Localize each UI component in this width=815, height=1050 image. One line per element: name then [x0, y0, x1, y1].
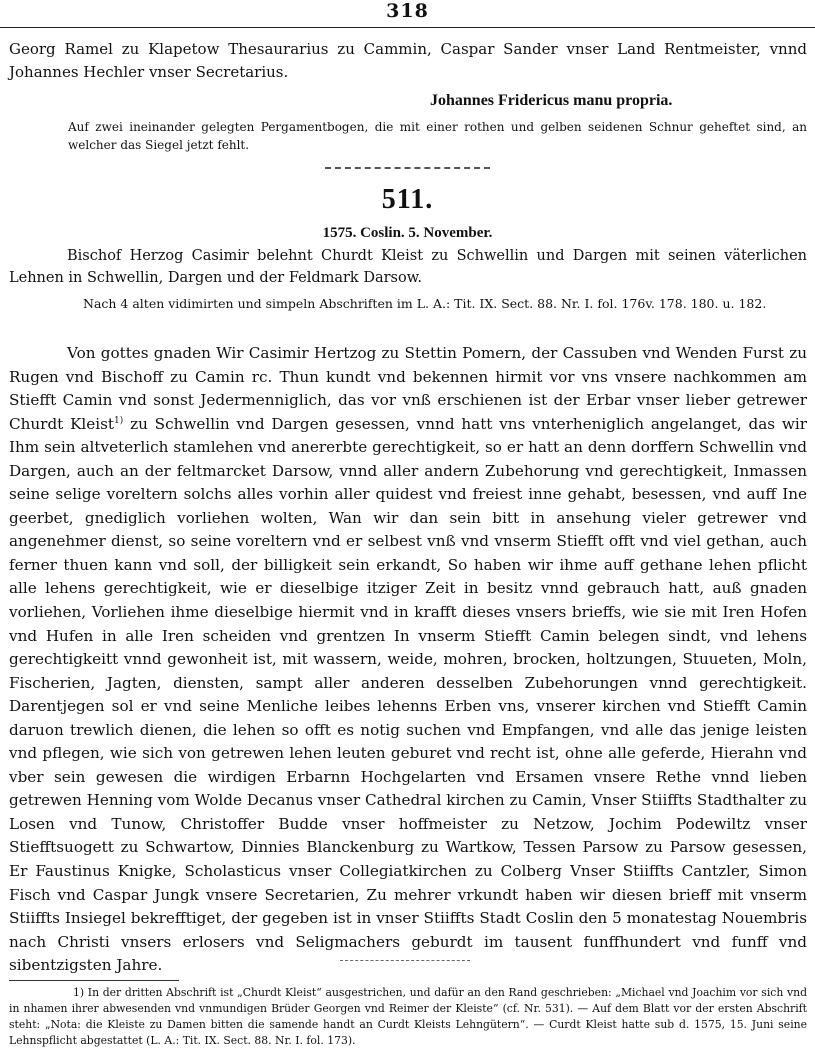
section-divider — [325, 167, 490, 169]
footnote-rule — [9, 980, 179, 981]
signature: Johannes Fridericus manu propria. — [430, 92, 673, 109]
document-number: 511. — [381, 184, 434, 215]
page-number: 318 — [386, 0, 429, 22]
body-text-part-2: zu Schwellin vnd Dargen gesessen, vnnd hatt vns vnterheniglich angelanget, das wir Ihm sein altveterlich stamlehen vnd anererbte gerechtigkeit, so er hatt an denn dorffern Schwellin vnd Dargen, auch an der feltmarcket Darsow, vnnd aller andern Zubehorung vnd gerechtigkeit, Inmassen seine selige voreltern solchs alles vorhin aller quidest vnd freiest inne gehabt, besessen, vnd auff Ine geerbet, gnediglich vorliehen wolten, Wan wir dan sein bitt in ansehung vieler getrewer vnd angenehmer dienst, so seine voreltern vnd er selbest vnß vnd vnserm Stiefft offt vnd viel gethan, auch ferner thuen kann vnd soll, der billigkeit sein erkandt, So haben wir ihme auff gethane lehen pflicht alle lehens gerechtigkeit, wie er dieselbige itziger Zeit in besitz vnnd gebrauch hatt, auß gnaden vorliehen, Vorliehen ihme dieselbige hiermit vnd in krafft dieses vnsers brieffs, wie sie mit Iren Hofen vnd Hufen in alle Iren scheiden vnd grentzen In vnserm Stiefft Camin belegen sindt, vnd lehens gerechtigkeitt vnnd gewonheit ist, mit wassern, weide, mohren, brocken, holtzungen, Stuueten, Moln, Fischerien, Jagten, diensten, sampt aller anderen desselben Zubehorungen vnnd gerechtigkeit. Darentjegen sol er vnd seine Menliche leibes lehenns Erben vns, vnserer kirchen vnd Stiefft Camin daruon trewlich dienen, die lehen so offt es notig suchen vnd Empfangen, vnd alle das jenige leisten vnd pflegen, wie sich von getrewen lehen leuten geburet vnd recht ist, ohne alle geferde, Hierahn vnd vber sein gewesen die wirdigen Erbarnn Hochgelarten vnd Ersamen vnsere Rethe vnnd lieben getrewen Henning vom Wolde Decanus vnser Cathedral kirchen zu Camin, Vnser Stiiffts Stadthalter zu Losen vnd Tunow, Christoffer Budde vnser hoffmeister zu Netzow, Jochim Podewiltz vnser Stiefftsuogett zu Schwartow, Dinnies Blanckenburg zu Wartkow, Tessen Parsow zu Parsow gesessen, Er Faustinus Knigke, Scholasticus vnser Collegiatkirchen zu Colberg Vnser Stiiffts Cantzler, Simon Fisch vnd Caspar Jungk vnsere Secretarien, Zu mehrer vrkundt haben wir diesen brieff mit vnserm Stiiffts Insiegel bekrefftiget, der gegeben ist in vnser Stiiffts Stadt Coslin den 5 monatestag Nouembris nach Christi vnsers erlosers vnd Seligmachers geburdt im tausent funffhundert vnd funff vnd sibentzigsten Jahre. — [9, 414, 808, 975]
footnote: 1) In der dritten Abschrift ist „Churdt Kleist“ ausgestrichen, und dafür an den Rand geschrieben: „Michael vnd Joachim vor sich vnd in nhamen ihrer abwesenden vnd vnmundigen Brüder Georgen vnd Reimer der Kleiste“ (cf. Nr. 531). — Auf dem Blatt vor der ersten Abschrift steht: „Nota: die Kleiste zu Damen bitten die samende handt an Curdt Kleists Lehngütern“. — Curdt Kleist hatte sub d. 1575, 15. Juni seine Lehnspflicht abgestattet (L. A.: Tit. IX. Sect. 88. Nr. I. fol. 173). — [9, 986, 807, 1047]
body-end-divider — [340, 960, 470, 961]
document-summary: Bischof Herzog Casimir belehnt Churdt Kleist zu Schwellin und Dargen mit seinen väterlichen Lehnen in Schwellin, Dargen und der Feldmark Darsow. — [9, 248, 807, 286]
document-body — [9, 342, 807, 978]
header-rule — [0, 27, 815, 28]
previous-document-closing: Georg Ramel zu Klapetow Thesaurarius zu Cammin, Caspar Sander vnser Land Rentmeister, vnnd Johannes Hechler vnser Secretarius. — [9, 40, 807, 82]
footnote-marker: 1) — [114, 415, 124, 426]
document-source: Nach 4 alten vidimirten und simpeln Abschriften im L. A.: Tit. IX. Sect. 88. Nr. I. fol. 176v. 178. 180. u. 182. — [83, 296, 767, 311]
previous-document-note: Auf zwei ineinander gelegten Pergamentbogen, die mit einer rothen und gelben seidenen Schnur geheftet sind, an welcher das Siegel jetzt fehlt. — [68, 120, 807, 152]
body-text-part-1: Von gottes gnaden Wir Casimir Hertzog zu Stettin Pomern, der Cassuben vnd Wenden Furst zu Rugen vnd Bischoff zu Camin rc. Thun kundt vnd bekennen hirmit vor vns vnsere nachkommen am Stiefft Camin vnd sonst Jedermenniglich, das vor vnß erschienen ist der Erbar vnser lieber getrewer Churdt Kleist — [9, 344, 807, 433]
document-date: 1575. Coslin. 5. November. — [322, 225, 493, 241]
